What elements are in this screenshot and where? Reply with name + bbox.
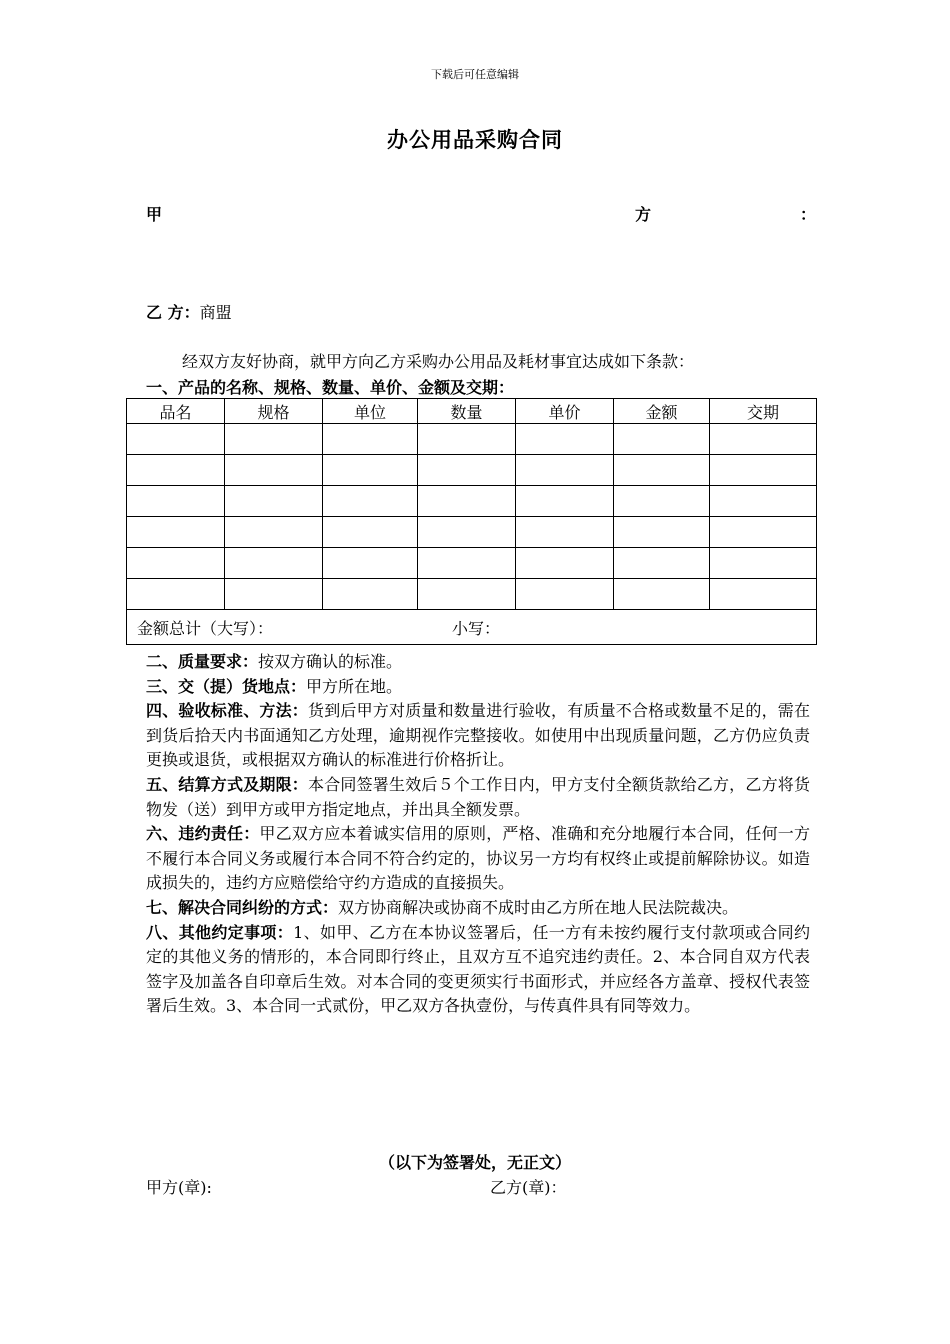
table-cell: [225, 548, 323, 579]
table-cell: [516, 548, 614, 579]
table-cell: [418, 424, 516, 455]
table-cell: [516, 517, 614, 548]
table-cell: [418, 517, 516, 548]
table-cell: [225, 579, 323, 610]
table-cell: [516, 424, 614, 455]
table-cell: [710, 486, 817, 517]
table-cell: [323, 486, 418, 517]
table-cell: [710, 517, 817, 548]
table-cell: [323, 579, 418, 610]
table-cell: [127, 455, 225, 486]
party-b-line: [146, 300, 232, 323]
table-cell: [225, 517, 323, 548]
table-cell: [127, 579, 225, 610]
table-cell: [614, 517, 710, 548]
party-a-char1: 甲: [146, 205, 163, 224]
party-b-value: 商盟: [199, 303, 232, 322]
table-cell: [710, 579, 817, 610]
table-cell: [418, 455, 516, 486]
table-cell: [418, 579, 516, 610]
clause-4: [146, 699, 810, 773]
table-cell: [614, 455, 710, 486]
table-cell: [614, 424, 710, 455]
table-row: [127, 579, 817, 610]
table-row: [127, 424, 817, 455]
signature-row: [146, 1175, 816, 1199]
clause-heading: 五、结算方式及期限：: [146, 774, 308, 794]
clause-2: [146, 650, 810, 675]
col-header-amount: 金额: [614, 399, 710, 424]
col-header-name: 品名: [127, 399, 225, 424]
table-cell: [516, 579, 614, 610]
col-header-delivery: 交期: [710, 399, 817, 424]
clause-heading: 三、交（提）货地点：: [146, 676, 307, 696]
total-cell: [127, 610, 817, 645]
table-row: [127, 548, 817, 579]
clause-heading: 八、其他约定事项：: [146, 922, 294, 942]
party-b-label: 乙 方：: [146, 303, 200, 322]
table-cell: [614, 486, 710, 517]
table-cell: [614, 579, 710, 610]
clause-text: 按双方确认的标准。: [258, 652, 403, 671]
table-cell: [710, 455, 817, 486]
table-cell: [323, 424, 418, 455]
party-a-seal-label: 甲方(章):: [146, 1178, 212, 1197]
table-cell: [225, 455, 323, 486]
section-1-title: 一、产品的名称、规格、数量、单价、金额及交期：: [146, 378, 515, 397]
clause-3: [146, 675, 810, 700]
total-small-label: 小写：: [452, 619, 501, 638]
table-cell: [225, 486, 323, 517]
col-header-unit-price: 单价: [516, 399, 614, 424]
table-cell: [710, 548, 817, 579]
table-cell: [516, 455, 614, 486]
table-cell: [710, 424, 817, 455]
intro-paragraph: 经双方友好协商，就甲方向乙方采购办公用品及耗材事宜达成如下条款：: [182, 352, 695, 371]
header-note: 下载后可任意编辑: [431, 68, 519, 81]
clause-text: 甲方所在地。: [306, 676, 403, 696]
clause-6: [146, 822, 810, 896]
table-cell: [323, 548, 418, 579]
clause-heading: 七、解决合同纠纷的方式：: [146, 897, 339, 917]
party-a-char2: 方: [635, 205, 652, 224]
clause-heading: 四、验收标准、方法：: [146, 701, 308, 721]
table-cell: [127, 424, 225, 455]
document-title: 办公用品采购合同: [387, 127, 563, 152]
table-row: [127, 517, 817, 548]
party-b-seal-label: 乙方(章)：: [490, 1178, 567, 1197]
clause-text: 甲乙双方应本着诚实信用的原则，严格、准确和充分地履行本合同，任何一方不履行本合同义务或履行本合同不符合约定的，协议另一方均有权终止或提前解除协议。如造成损失的，违约方应赔偿给守约方造成的直接损失。: [146, 824, 810, 893]
party-a-line: [146, 202, 816, 226]
table-cell: [516, 486, 614, 517]
table-header-row: [127, 399, 817, 424]
clause-text: 双方协商解决或协商不成时由乙方所在地人民法院裁决。: [338, 897, 739, 917]
col-header-spec: 规格: [225, 399, 323, 424]
party-a-colon: ：: [800, 205, 817, 224]
col-header-unit: 单位: [323, 399, 418, 424]
table-cell: [127, 486, 225, 517]
col-header-quantity: 数量: [418, 399, 516, 424]
table-cell: [323, 517, 418, 548]
table-total-row: [127, 610, 817, 645]
table-cell: [127, 548, 225, 579]
clause-text: 本合同签署生效后５个工作日内，甲方支付全额货款给乙方，乙方将货物发（送）到甲方或甲方指定地点，并出具全额发票。: [146, 774, 810, 819]
clause-7: [146, 896, 810, 921]
clause-8: [146, 921, 810, 1019]
clauses-section: [146, 650, 810, 1019]
signature-note: （以下为签署处，无正文）: [378, 1153, 571, 1172]
table-cell: [127, 517, 225, 548]
table-cell: [418, 548, 516, 579]
table-row: [127, 486, 817, 517]
table-row: [127, 455, 817, 486]
total-amount-label: 金额总计（大写）：: [137, 618, 274, 638]
table-cell: [225, 424, 323, 455]
product-table: [126, 398, 817, 645]
table-cell: [614, 548, 710, 579]
table-cell: [323, 455, 418, 486]
clause-text: 货到后甲方对质量和数量进行验收，有质量不合格或数量不足的，需在到货后拾天内书面通知乙方处理，逾期视作完整接收。如使用中出现质量问题，乙方仍应负责更换或退货，或根据双方确认的标准进行价格折让。: [146, 701, 810, 770]
clause-text: 1、如甲、乙方在本协议签署后，任一方有未按约履行支付款项或合同约定的其他义务的情形的，本合同即行终止，且双方互不追究违约责任。2、本合同自双方代表签字及加盖各自印章后生效。对本合同的变更须实行书面形式，并应经各方盖章、授权代表签署后生效。3、本合同一式贰份，甲乙双方各执壹份，与传真件具有同等效力。: [146, 922, 810, 1016]
clause-5: [146, 773, 810, 822]
table-cell: [418, 486, 516, 517]
clause-heading: 二、质量要求：: [146, 652, 259, 671]
clause-heading: 六、违约责任：: [146, 824, 260, 844]
